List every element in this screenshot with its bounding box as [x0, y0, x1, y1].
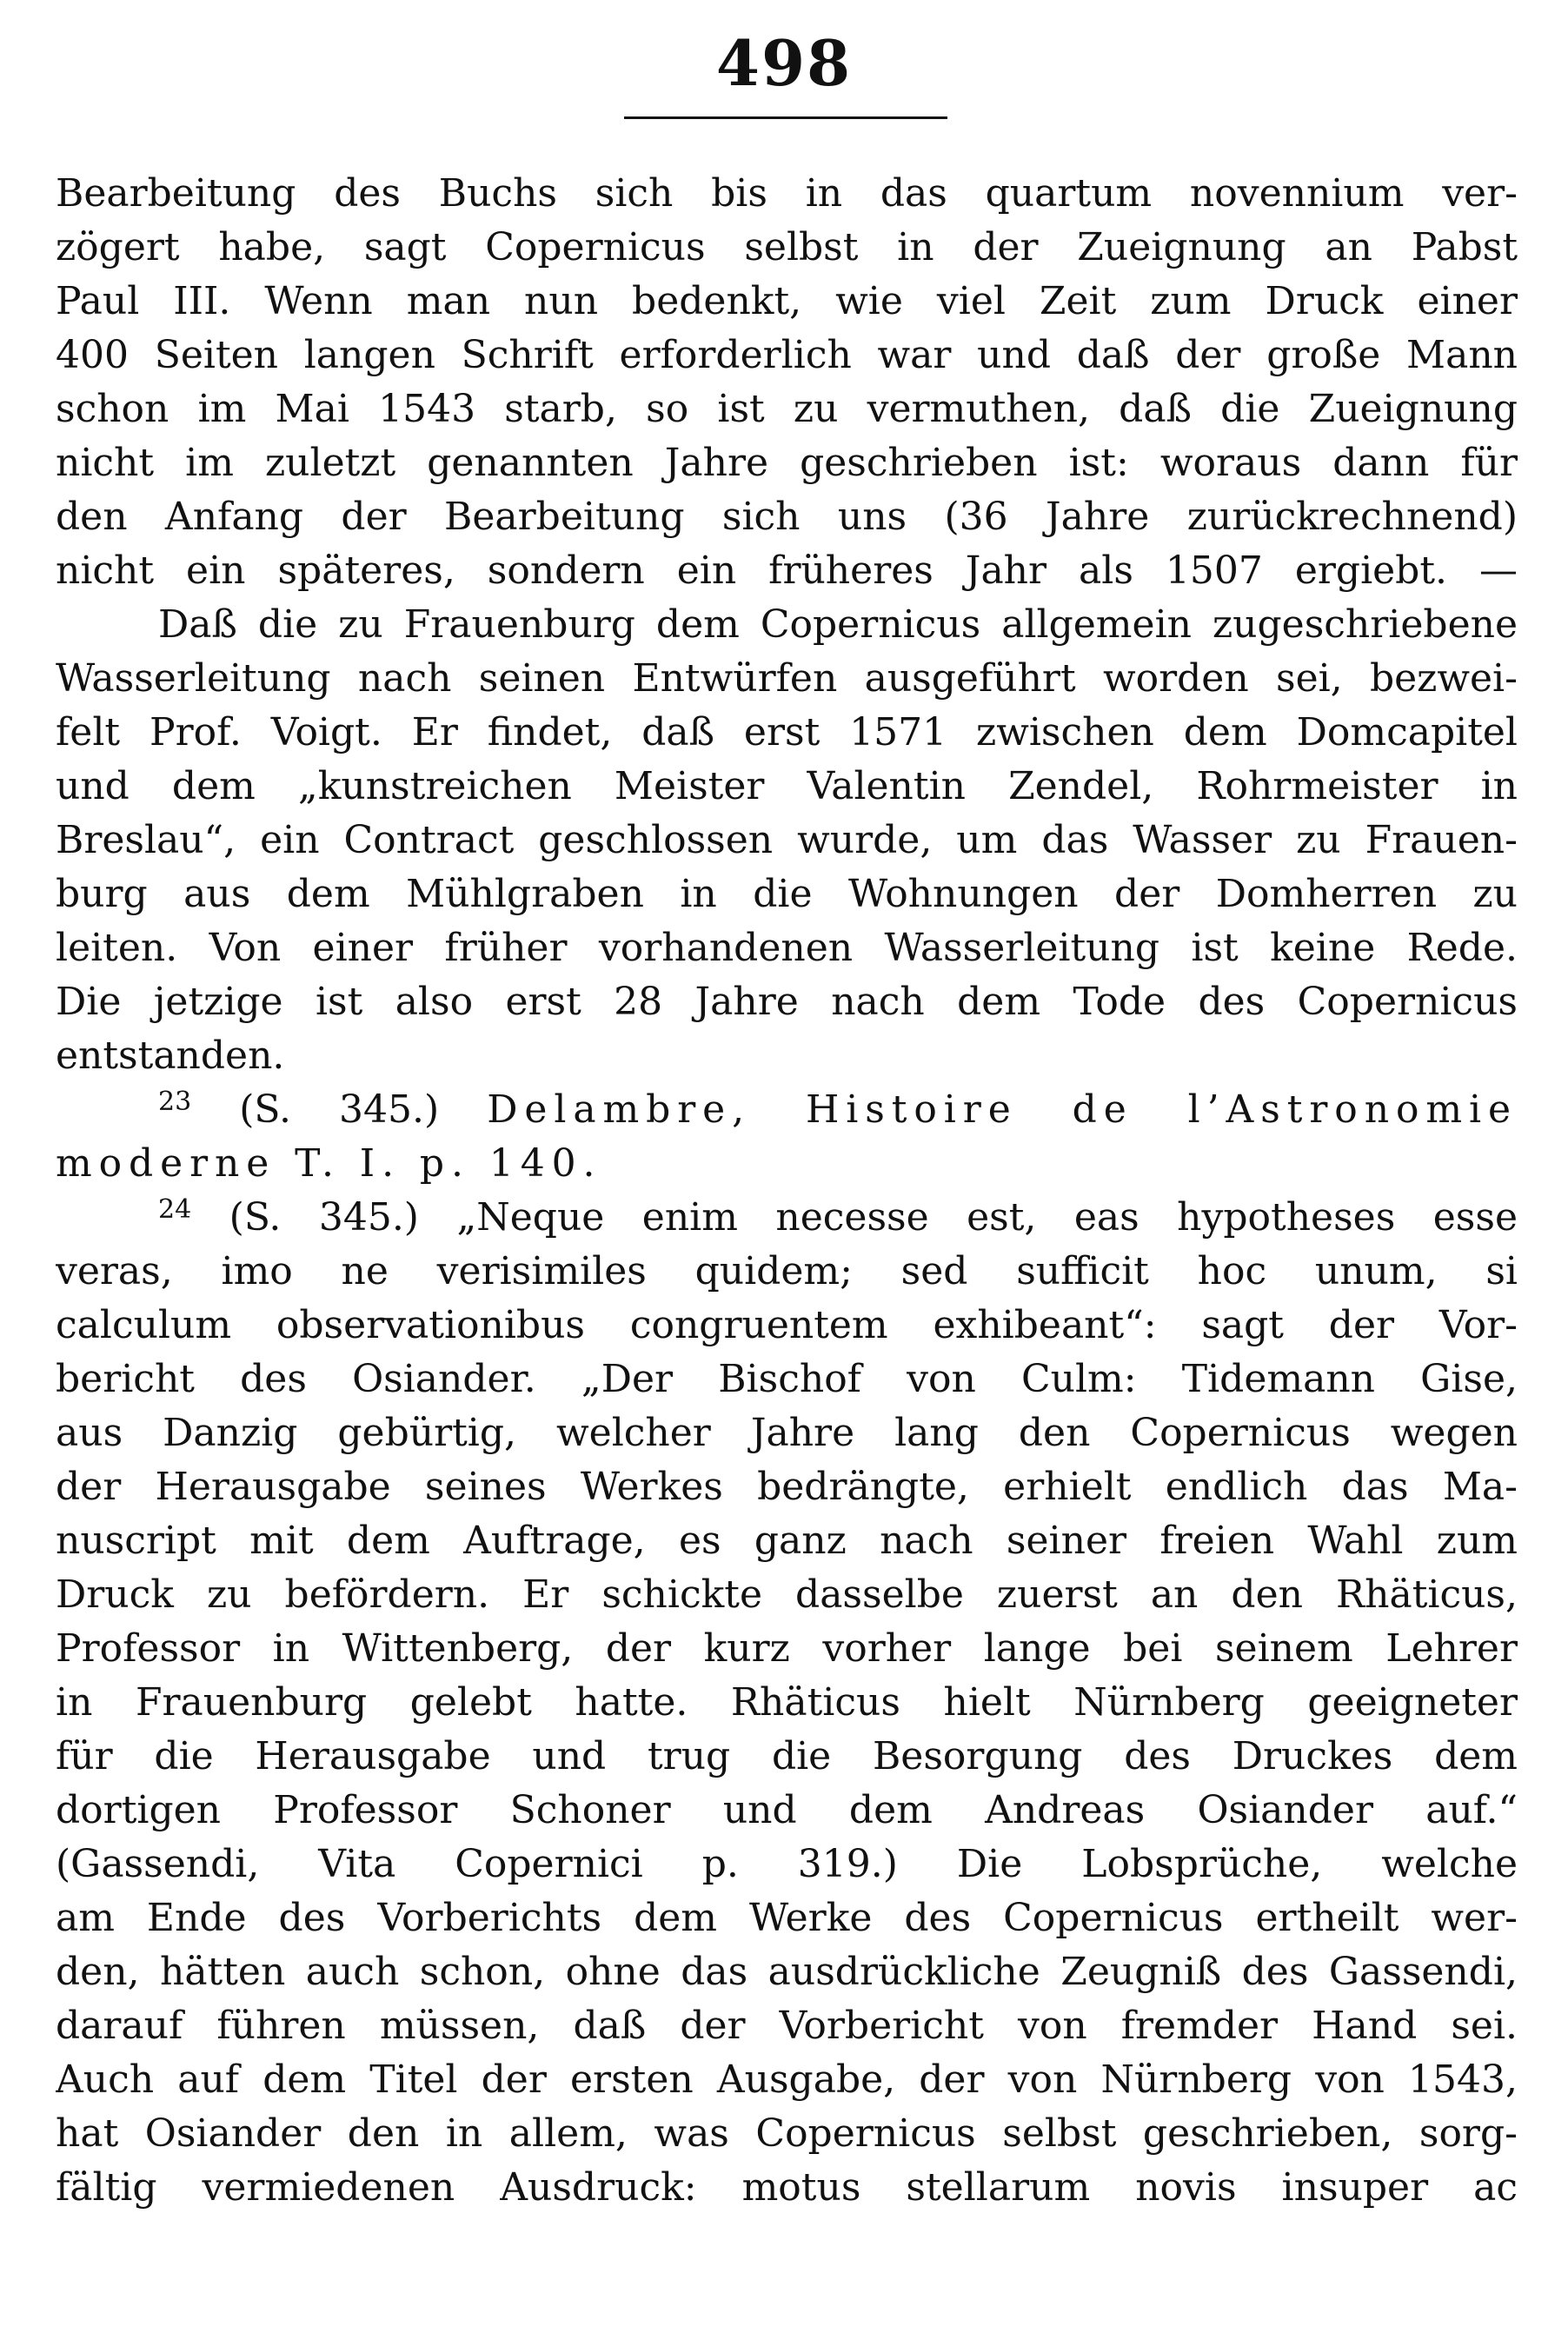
text-line: Paul III. Wenn man nun bedenkt, wie viel Zeit zum Druck einer [56, 279, 1518, 323]
text-line: fältig vermiedenen Ausdruck: motus stellarum novis insuper ac [56, 2165, 1518, 2210]
footnote-23-ref: (S. 345.) [239, 1087, 440, 1132]
text-line: felt Prof. Voigt. Er findet, daß erst 1571 zwischen dem Domcapitel [56, 710, 1518, 755]
text-line: dortigen Professor Schoner und dem Andreas Osiander auf.“ [56, 1788, 1518, 1832]
text-line: für die Herausgabe und trug die Besorgung des Druckes dem [56, 1734, 1518, 1778]
text-line: Wasserleitung nach seinen Entwürfen ausgeführt worden sei, bezwei- [56, 656, 1518, 701]
text-line: in Frauenburg gelebt hatte. Rhäticus hielt Nürnberg geeigneter [56, 1680, 1518, 1725]
text-line: Daß die zu Frauenburg dem Copernicus allgemein zugeschriebene [158, 602, 1518, 647]
text-line: 400 Seiten langen Schrift erforderlich war und daß der große Mann [56, 333, 1518, 377]
text-line: calculum observationibus congruentem exhibeant“: sagt der Vor- [56, 1303, 1518, 1347]
text-line: Die jetzige ist also erst 28 Jahre nach dem Tode des Copernicus [56, 980, 1518, 1024]
text-line: und dem „kunstreichen Meister Valentin Zendel, Rohrmeister in [56, 764, 1518, 808]
footnote-23-number: 23 [158, 1087, 192, 1117]
footnote-24-number: 24 [158, 1194, 192, 1225]
text-line: Bearbeitung des Buchs sich bis in das quartum novennium ver- [56, 171, 1518, 216]
text-line: am Ende des Vorberichts dem Werke des Copernicus ertheilt wer- [56, 1896, 1518, 1940]
page-number: 498 [715, 26, 853, 100]
text-line: burg aus dem Mühlgraben in die Wohnungen der Domherren zu [56, 872, 1518, 916]
text-line: hat Osiander den in allem, was Copernicus selbst geschrieben, sorg- [56, 2111, 1518, 2156]
footnote-23 [56, 1083, 1518, 1191]
text-line: darauf führen müssen, daß der Vorbericht von fremder Hand sei. [56, 2004, 1518, 2048]
footnote-24 [56, 1191, 1518, 2215]
footnote-23-author: Delambre, Histoire de l’Astronomie [487, 1087, 1518, 1132]
footnote-24-text: (S. 345.) „Neque enim necesse est, eas hypotheses esse [229, 1195, 1518, 1240]
text-line: veras, imo ne verisimiles quidem; sed sufficit hoc unum, si [56, 1249, 1518, 1293]
text-line: nicht im zuletzt genannten Jahre geschrieben ist: woraus dann für [56, 441, 1518, 485]
footnote-23-line [56, 1083, 1518, 1137]
text-line: Professor in Wittenberg, der kurz vorher lange bei seinem Lehrer [56, 1626, 1518, 1671]
text-line: Breslau“, ein Contract geschlossen wurde, um das Wasser zu Frauen- [56, 818, 1518, 862]
text-line: nuscript mit dem Auftrage, es ganz nach seiner freien Wahl zum [56, 1519, 1518, 1563]
text-line: Auch auf dem Titel der ersten Ausgabe, der von Nürnberg von 1543, [56, 2057, 1518, 2102]
text-line: leiten. Von einer früher vorhandenen Wasserleitung ist keine Rede. [56, 926, 1518, 970]
text-line: zögert habe, sagt Copernicus selbst in der Zueignung an Pabst [56, 225, 1518, 269]
footnote-23-line-2: moderne T. I. p. 140. [56, 1141, 602, 1186]
text-line: den Anfang der Bearbeitung sich uns (36 Jahre zurückrechnend) [56, 495, 1518, 539]
text-line: Druck zu befördern. Er schickte dasselbe zuerst an den Rhäticus, [56, 1572, 1518, 1617]
text-line: den, hätten auch schon, ohne das ausdrückliche Zeugniß des Gassendi, [56, 1950, 1518, 1994]
footnote-24-line [56, 1191, 1518, 1245]
text-line: schon im Mai 1543 starb, so ist zu vermuthen, daß die Zueignung [56, 387, 1518, 431]
text-line: der Herausgabe seines Werkes bedrängte, erhielt endlich das Ma- [56, 1465, 1518, 1509]
text-line: aus Danzig gebürtig, welcher Jahre lang den Copernicus wegen [56, 1411, 1518, 1455]
text-line: entstanden. [56, 1034, 285, 1078]
text-line: (Gassendi, Vita Copernici p. 319.) Die Lobsprüche, welche [56, 1842, 1518, 1886]
text-line: nicht ein späteres, sondern ein früheres Jahr als 1507 ergiebt. — [56, 548, 1518, 593]
text-line: bericht des Osiander. „Der Bischof von Culm: Tidemann Gise, [56, 1357, 1518, 1401]
header-rule [624, 116, 947, 119]
paragraph-copernicus-dating [56, 167, 1518, 1083]
text-block [56, 167, 1518, 2215]
